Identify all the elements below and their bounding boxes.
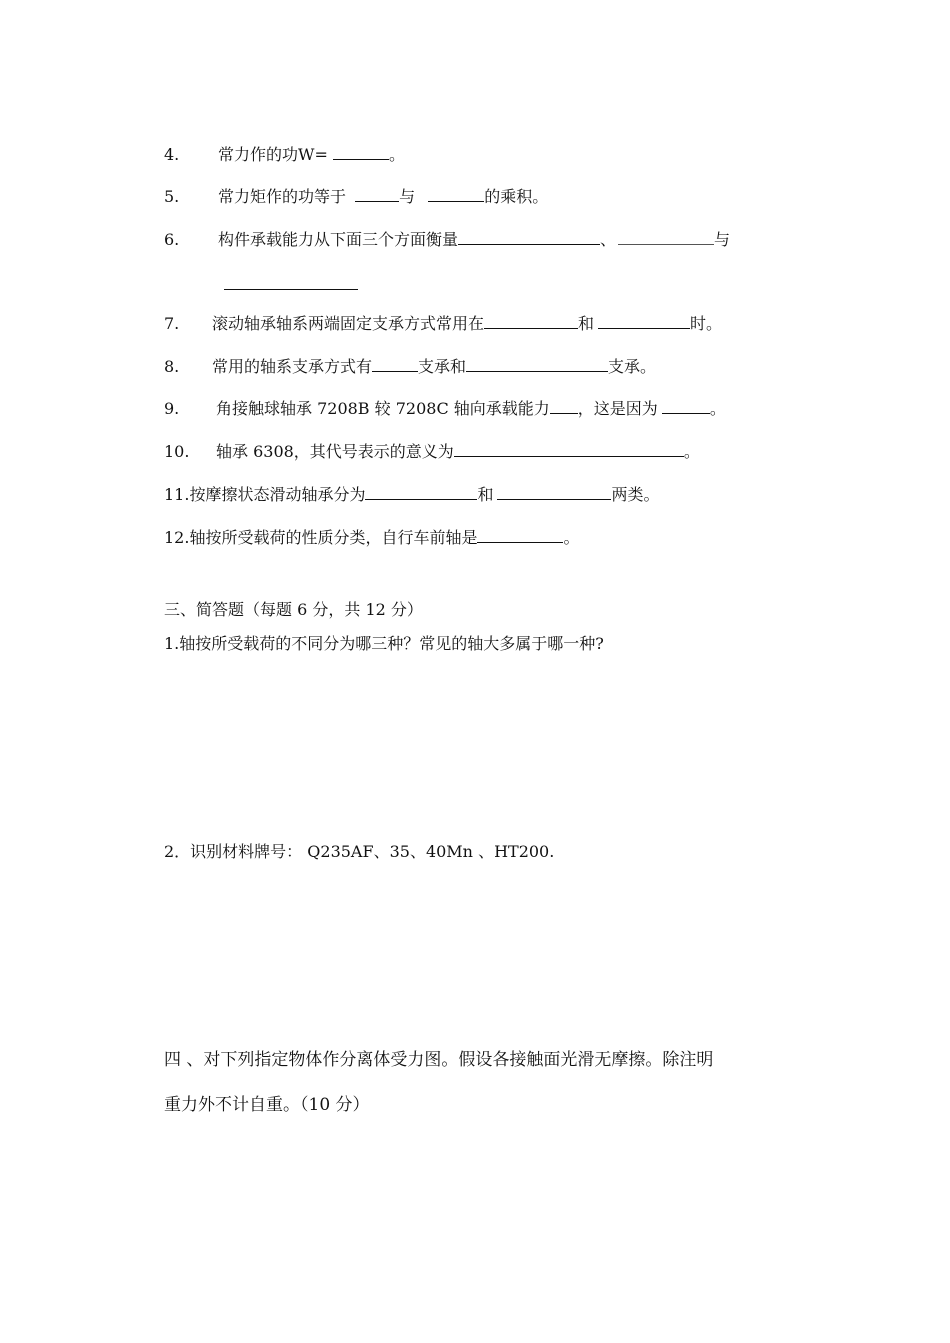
answer-blank[interactable] (477, 528, 563, 543)
answer-blank[interactable] (454, 442, 684, 457)
question-text: 和 (578, 314, 595, 333)
answer-blank[interactable] (365, 485, 477, 500)
question-text: 常力作的功W= (218, 145, 333, 164)
question-text: 角接触球轴承 7208B 较 7208C 轴向承载能力 (216, 399, 550, 418)
question-text: 。 (563, 528, 580, 547)
answer-blank[interactable] (372, 357, 418, 372)
question-text: 、 (600, 230, 617, 249)
answer-blank[interactable] (484, 314, 578, 329)
question-text: 常用的轴系支承方式有 (212, 357, 373, 376)
question-text: ，这是因为 (577, 399, 658, 418)
question-12 (164, 527, 579, 549)
short-answer-question-1: 1.轴按所受载荷的不同分为哪三种？常见的轴大多属于哪一种? (164, 634, 604, 653)
short-answer-question-2: 2．识别材料牌号： Q235AF、35、40Mn 、HT200. (164, 842, 555, 861)
question-text: 11.按摩擦状态滑动轴承分为 (164, 485, 366, 504)
answer-blank[interactable] (598, 314, 690, 329)
question-5 (164, 186, 548, 208)
question-4 (164, 144, 405, 166)
answer-blank[interactable] (333, 145, 389, 160)
question-text: 。 (709, 399, 726, 418)
question-text: 与 (399, 187, 421, 206)
question-text: 常力矩作的功等于 (218, 187, 352, 206)
question-text: 和 (477, 485, 494, 504)
answer-blank[interactable] (662, 399, 710, 414)
question-number: 9. (164, 399, 180, 418)
question-text: 与 (714, 230, 731, 249)
question-number: 5. (164, 187, 180, 206)
question-text: 时。 (690, 314, 723, 333)
answer-blank[interactable] (618, 230, 714, 245)
answer-blank[interactable] (458, 230, 600, 245)
question-10 (164, 441, 700, 463)
answer-blank[interactable] (550, 399, 578, 414)
question-8 (164, 356, 656, 378)
answer-blank[interactable] (428, 187, 484, 202)
question-number: 6. (164, 230, 180, 249)
section-3-title: 三、简答题（每题 6 分，共 12 分） (164, 600, 423, 619)
question-text: 12.轴按所受载荷的性质分类，自行车前轴是 (164, 528, 478, 547)
answer-blank[interactable] (466, 357, 608, 372)
question-text: 支承。 (608, 357, 657, 376)
question-text: 轴承 6308，其代号表示的意义为 (216, 442, 454, 461)
question-6 (164, 229, 730, 251)
question-text: 的乘积。 (484, 187, 549, 206)
question-text: 支承和 (418, 357, 467, 376)
answer-blank[interactable] (224, 275, 358, 290)
question-number: 10. (164, 442, 190, 461)
question-11 (164, 484, 659, 506)
question-7 (164, 313, 722, 335)
question-number: 7. (164, 314, 180, 333)
question-text: 构件承载能力从下面三个方面衡量 (218, 230, 459, 249)
answer-blank[interactable] (355, 187, 399, 202)
section-4-title: 四 、对下列指定物体作分离体受力图。假设各接触面光滑无摩擦。除注明 (164, 1050, 714, 1070)
question-text: 。 (683, 442, 700, 461)
question-number: 8. (164, 357, 180, 376)
question-number: 4. (164, 145, 180, 164)
question-9 (164, 398, 726, 420)
question-text: 两类。 (611, 485, 660, 504)
question-text: 。 (388, 145, 405, 164)
question-text: 滚动轴承轴系两端固定支承方式常用在 (212, 314, 485, 333)
section-4-title-continued: 重力外不计自重。（10 分） (164, 1095, 370, 1115)
answer-blank[interactable] (497, 485, 611, 500)
